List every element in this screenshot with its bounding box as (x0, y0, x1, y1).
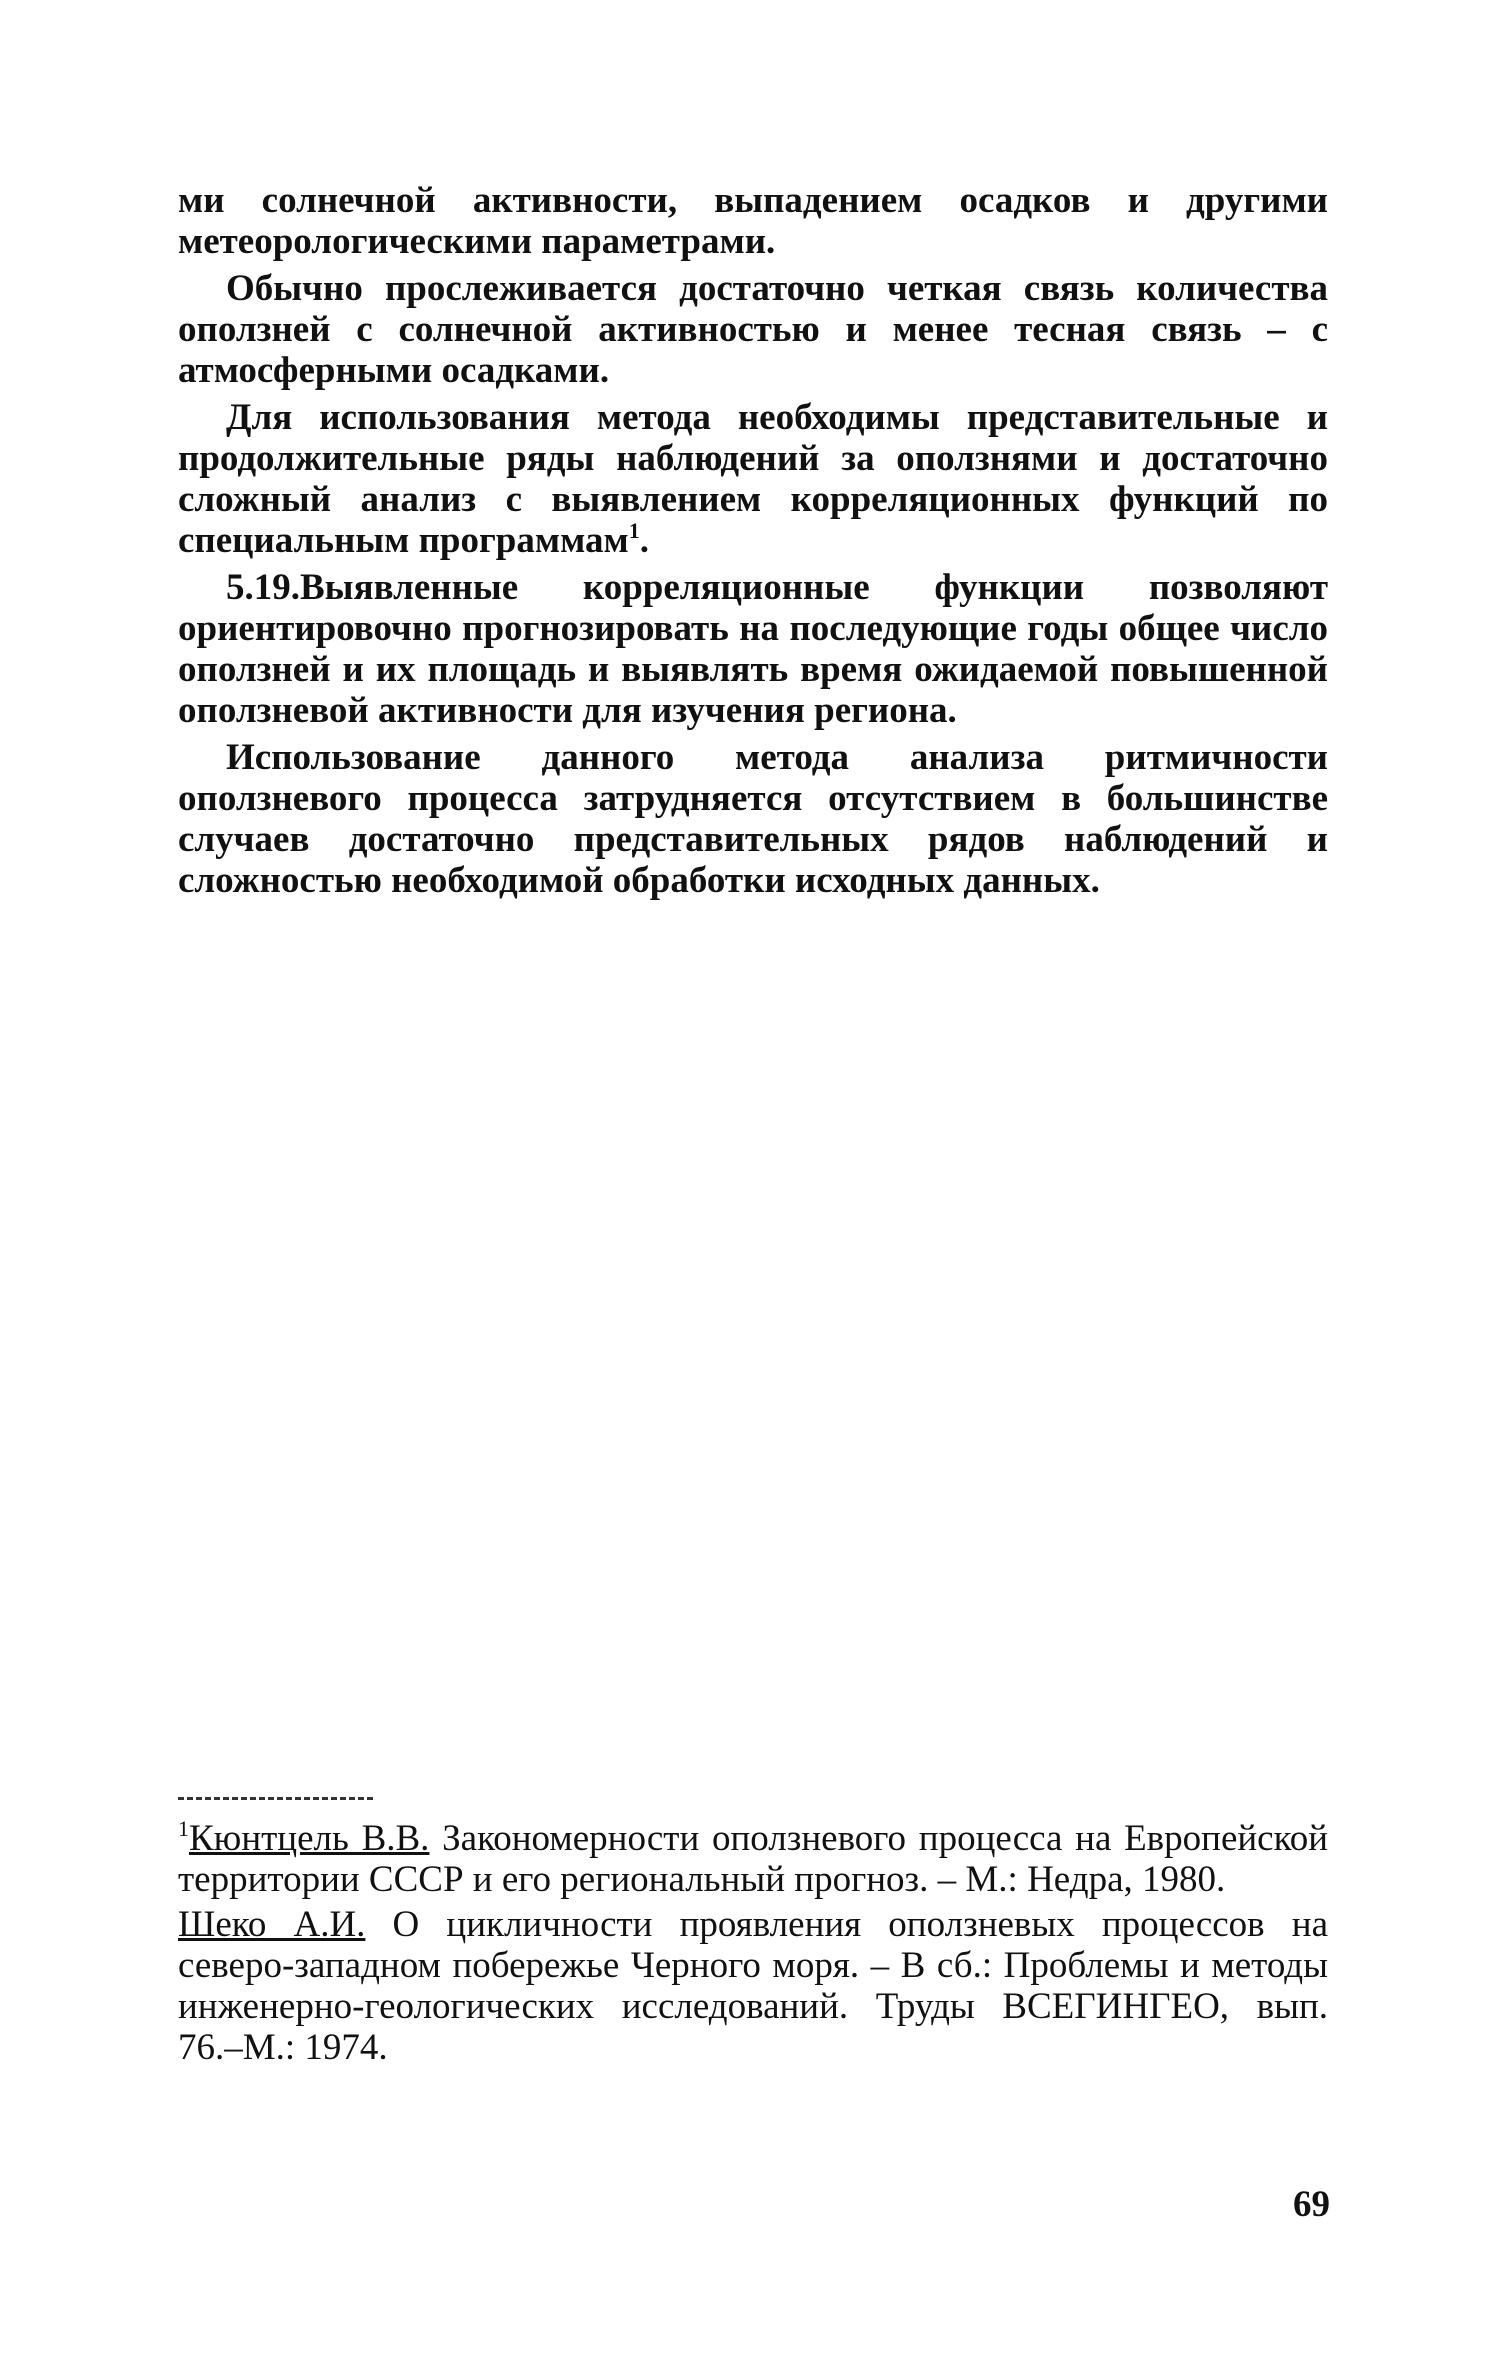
footnote-1 (178, 1818, 1328, 1900)
paragraph-4-text: 5.19.Выявленные корреляционные функции позволяют ориентировочно прогнозировать на последующие годы общее число оползней и их площадь и выявлять время ожидаемой повышенной оползневой активности для изучения региона. (178, 567, 1328, 731)
paragraph-3-text: Для использования метода необходимы представительные и продолжительные ряды наблюдений за оползнями и достаточно сложный анализ с выявлением корреляционных функций по специальным программам (178, 397, 1328, 561)
footnote-2-author: Шеко А.И. (178, 1904, 366, 1945)
footnote-2-text: О цикличности проявления оползневых процессов на северо-западном побережье Черного моря. – В сб.: Проблемы и методы инженерно-геологических исследований. Труды ВСЕГИНГЕО, вып. 76.–М.: 1974. (178, 1904, 1328, 2068)
main-text (178, 180, 1328, 907)
page-number: 69 (1293, 2184, 1330, 2225)
paragraph-5 (178, 737, 1328, 901)
paragraph-1-text: ми солнечной активности, выпадением осадков и другими метеорологическими параметрами. (178, 180, 1328, 262)
footnotes (178, 1818, 1328, 2072)
paragraph-3 (178, 397, 1328, 561)
paragraph-4 (178, 567, 1328, 731)
footnote-1-text: Закономерности оползневого процесса на Европейской территории СССР и его региональный прогноз. – М.: Недра, 1980. (178, 1818, 1328, 1900)
footnote-2 (178, 1904, 1328, 2068)
footnote-divider (178, 1797, 373, 1800)
footnote-1-marker: 1 (178, 1816, 189, 1841)
paragraph-2 (178, 268, 1328, 391)
paragraph-1 (178, 180, 1328, 262)
footnote-1-author: Кюнтцель В.В. (189, 1818, 430, 1859)
footnote-marker: 1 (628, 518, 640, 543)
paragraph-5-text: Использование данного метода анализа ритмичности оползневого процесса затрудняется отсутствием в большинстве случаев достаточно представительных рядов наблюдений и сложностью необходимой обработки исходных данных. (178, 737, 1328, 901)
paragraph-3-end: . (639, 520, 649, 561)
paragraph-2-text: Обычно прослеживается достаточно четкая связь количества оползней с солнечной активностью и менее тесная связь – с атмосферными осадками. (178, 268, 1328, 391)
